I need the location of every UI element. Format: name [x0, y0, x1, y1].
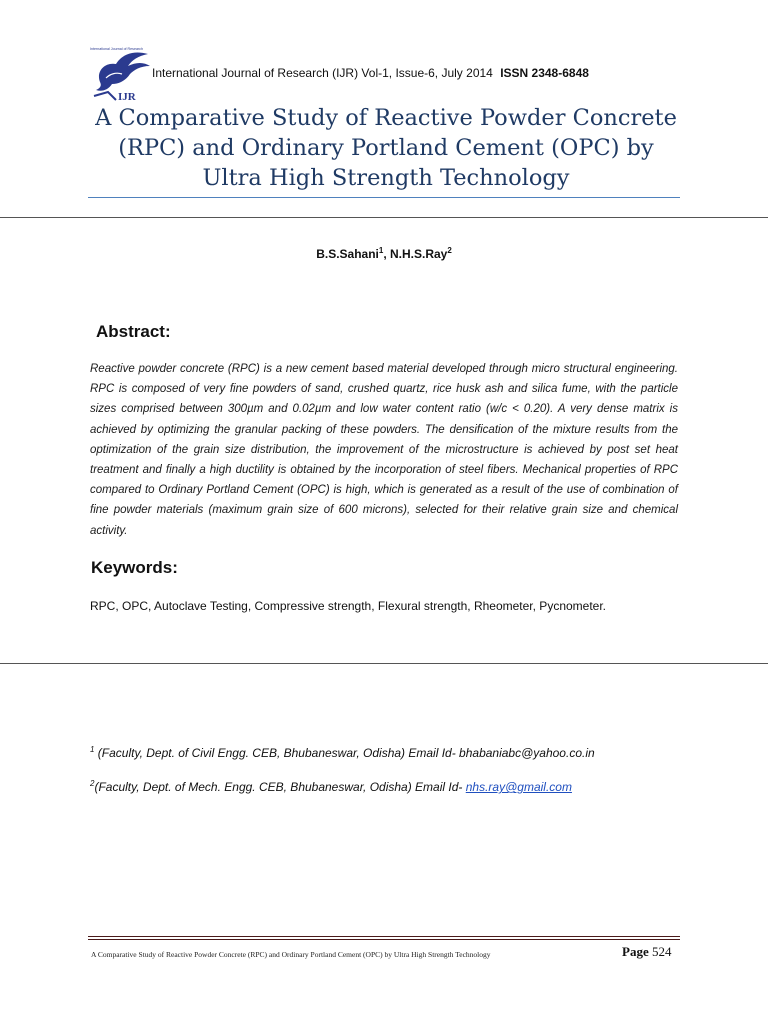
footer-rule — [88, 936, 680, 937]
keywords-heading: Keywords: — [91, 558, 178, 577]
affiliation-mark: 1 — [90, 745, 95, 754]
header-divider — [0, 217, 768, 218]
page-number — [622, 944, 671, 960]
abstract-body: Reactive powder concrete (RPC) is a new cement based material developed through micro structural engineering. RPC is composed of very fine powders of sand, crushed quartz, rice husk ash and silica fume, with the particle sizes comprised between 300µm and 0.02µm and low water content ratio (w/c < 0.20). A very dense matrix is achieved by optimizing the granular packing of these powders. The densification of the mixture results from the optimization of the grain size distribution, the improvement of the microstructure is achieved by post set heat treatment and finally a high ductility is obtained by the incorporation of steel fibers. Mechanical properties of RPC compared to Ordinary Portland Cement (OPC) is high, which is generated as a result of the use of combination of fine powder materials (maximum grain size of 600 microns), selected for their relative grain size and chemical activity. — [90, 363, 678, 537]
title-underline — [88, 197, 680, 198]
page-label: Page — [622, 944, 649, 959]
author-name: N.H.S.Ray — [390, 247, 448, 261]
affiliation-text: (Faculty, Dept. of Civil Engg. CEB, Bhubaneswar, Odisha) Email Id- bhabaniabc@yahoo.co.in — [94, 746, 595, 760]
pegasus-icon — [96, 52, 150, 90]
logo-text-top: International Journal of Research — [90, 47, 143, 51]
paper-title — [80, 103, 692, 193]
footer-rule — [88, 939, 680, 940]
logo-abbrev: IJR — [118, 91, 136, 103]
abstract-heading: Abstract: — [96, 322, 171, 341]
title-line: Ultra High Strength Technology — [202, 165, 570, 191]
page-number-value: 524 — [651, 944, 672, 959]
title-line: A Comparative Study of Reactive Powder Concrete — [95, 105, 677, 131]
journal-info: International Journal of Research (IJR) Vol-1, Issue-6, July 2014 — [152, 66, 493, 80]
journal-logo — [86, 42, 156, 108]
title-line: (RPC) and Ordinary Portland Cement (OPC) by — [118, 135, 654, 161]
affiliation-text: (Faculty, Dept. of Mech. Engg. CEB, Bhubaneswar, Odisha) Email Id- — [94, 780, 466, 794]
authors — [0, 246, 768, 261]
keywords-divider — [0, 663, 768, 664]
author-affiliation-mark: 2 — [447, 246, 452, 255]
affiliation-mark: 2 — [90, 779, 95, 788]
running-title: A Comparative Study of Reactive Powder Concrete (RPC) and Ordinary Portland Cement (OPC) by Ultra High Strength Technology — [91, 950, 491, 959]
keywords-list: RPC, OPC, Autoclave Testing, Compressive strength, Flexural strength, Rheometer, Pycnometer. — [90, 599, 607, 613]
author-separator: , — [383, 247, 390, 261]
affiliation-1 — [90, 745, 595, 760]
email-link[interactable]: nhs.ray@gmail.com — [465, 780, 572, 794]
affiliation-2 — [90, 779, 572, 794]
author-name: B.S.Sahani — [316, 247, 379, 261]
issn: ISSN 2348-6848 — [500, 66, 589, 80]
author-affiliation-mark: 1 — [378, 246, 384, 255]
journal-info-line — [152, 66, 589, 80]
